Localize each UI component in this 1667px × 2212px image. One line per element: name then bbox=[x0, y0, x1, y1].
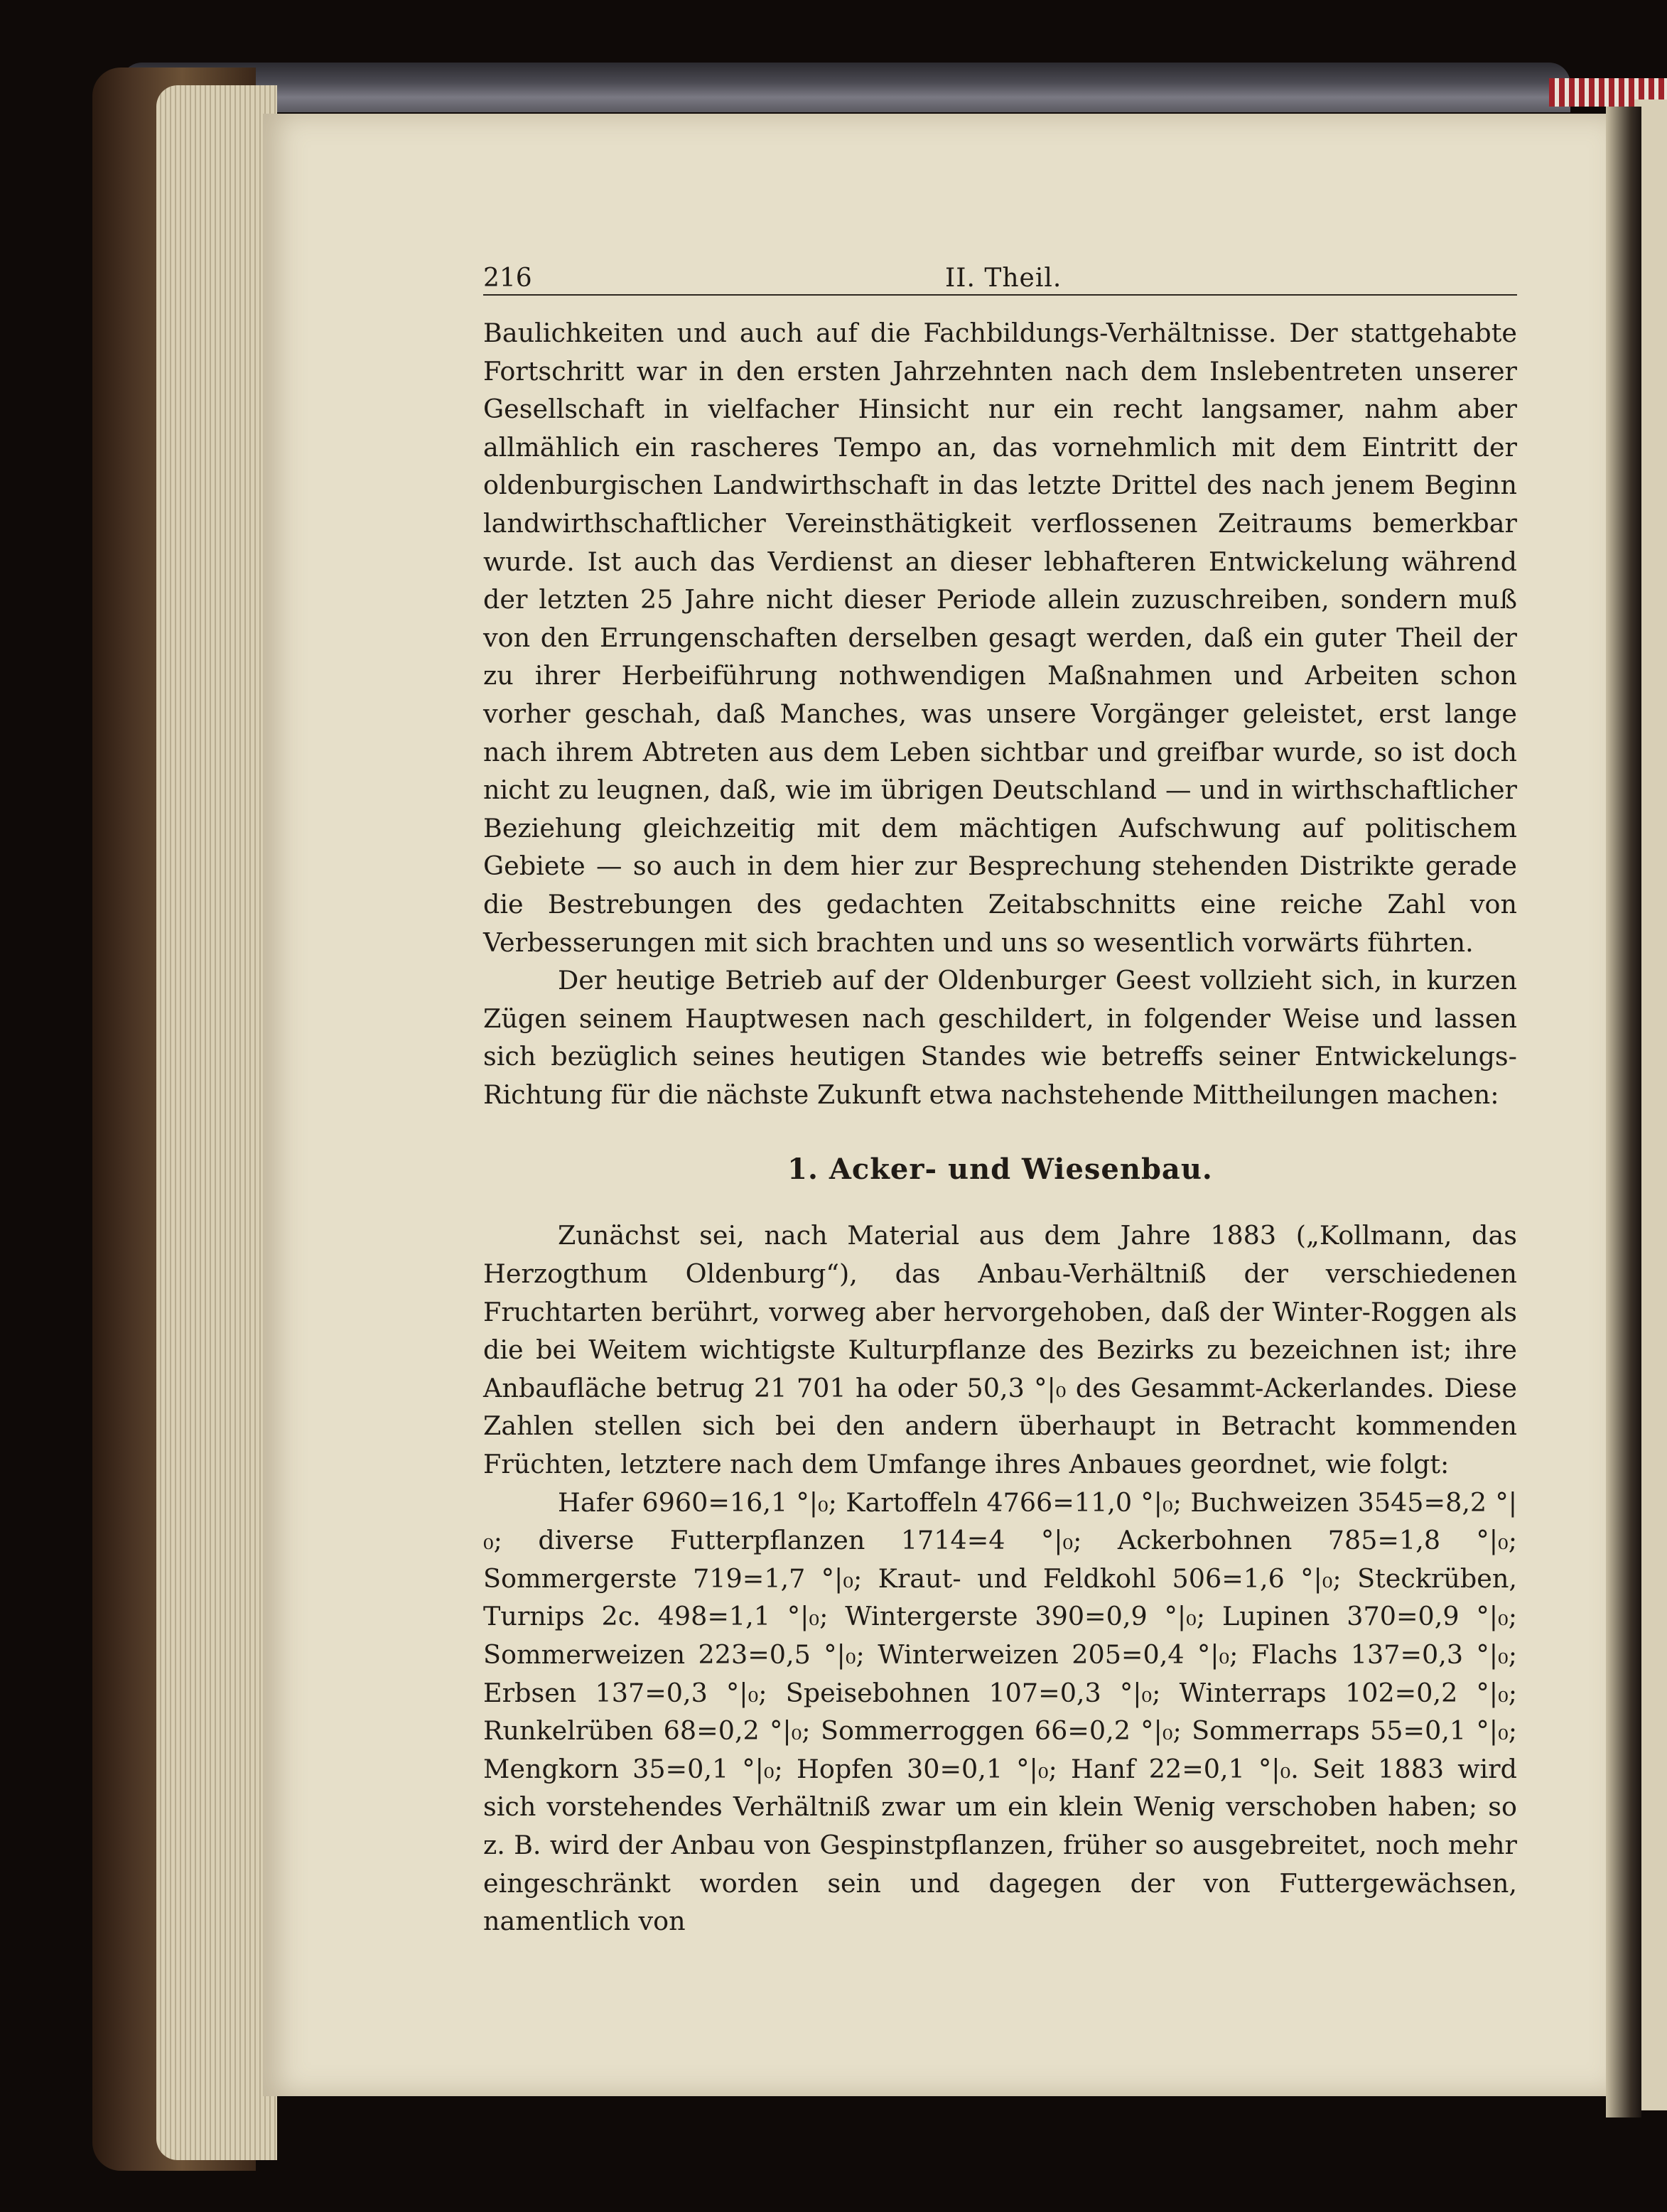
part-title: II. Theil. bbox=[945, 264, 1062, 293]
book-cover-top-edge bbox=[121, 63, 1570, 112]
paragraph-3: Zunächst sei, nach Material aus dem Jahre 1883 („Kollmann, das Herzogthum Oldenburg“), das Anbau-Verhältniß der verschiedenen Fruchtarten berührt, vorweg aber hervorgehoben, daß der Winter-Roggen als die bei Weitem wichtigste Kulturpflanze des Bezirks zu bezeichnen ist; ihre Anbaufläche betrug 21 701 ha oder 50,3 °|₀ des Gesammt-Ackerlandes. Diese Zahlen stellen sich bei den andern überhaupt in Betracht kommenden Früchten, letztere nach dem Umfange ihres Anbaues geordnet, wie folgt: bbox=[483, 1220, 1517, 1480]
page-number: 216 bbox=[483, 264, 532, 293]
paragraph-4: Hafer 6960=16,1 °|₀; Kartoffeln 4766=11,0 °|₀; Buchweizen 3545=8,2 °|₀; diverse Futterpflanzen 1714=4 °|₀; Ackerbohnen 785=1,8 °|₀; Sommergerste 719=1,7 °|₀; Kraut- und Feldkohl 506=1,6 °|₀; Steckrüben, Turnips 2c. 498=1,1 °|₀; Wintergerste 390=0,9 °|₀; Lupinen 370=0,9 °|₀; Sommerweizen 223=0,5 °|₀; Winterweizen 205=0,4 °|₀; Flachs 137=0,3 °|₀; Erbsen 137=0,3 °|₀; Speisebohnen 107=0,3 °|₀; Winterraps 102=0,2 °|₀; Runkelrüben 68=0,2 °|₀; Sommerroggen 66=0,2 °|₀; Sommerraps 55=0,1 °|₀; Mengkorn 35=0,1 °|₀; Hopfen 30=0,1 °|₀; Hanf 22=0,1 °|₀. Seit 1883 wird sich vorstehendes Verhältniß zwar um ein klein Wenig verschoben haben; so z. B. wird der Anbau von Gespinstpflanzen, früher so ausgebreitet, noch mehr eingeschränkt worden sein und dagegen der von Futtergewächsen, namentlich von bbox=[483, 1487, 1517, 1937]
page-stack-edges bbox=[156, 85, 277, 2160]
page-content bbox=[483, 263, 1517, 1941]
book-gutter bbox=[1606, 107, 1641, 2117]
paragraph-2: Der heutige Betrieb auf der Oldenburger Geest vollzieht sich, in kurzen Zügen seinem Hauptwesen nach geschildert, in folgender Weise und lassen sich bezüglich seines heutigen Standes wie betreffs seiner Entwickelungs-Richtung für die nächste Zukunft etwa nachstehende Mittheilungen machen: bbox=[483, 965, 1517, 1110]
section-heading: 1. Acker- und Wiesenbau. bbox=[787, 1153, 1213, 1187]
running-head bbox=[483, 263, 1517, 296]
paragraph-1: Baulichkeiten und auch auf die Fachbildungs-Verhältnisse. Der stattgehabte Fortschritt war in den ersten Jahrzehnten nach dem Inslebentreten unserer Gesellschaft in vielfacher Hinsicht nur ein recht langsamer, nahm aber allmählich ein rascheres Tempo an, das vornehmlich mit dem Eintritt der oldenburgischen Landwirthschaft in das letzte Drittel des nach jenem Beginn landwirthschaftlicher Vereinsthätigkeit verflossenen Zeitraums bemerkbar wurde. Ist auch das Verdienst an dieser lebhafteren Entwickelung während der letzten 25 Jahre nicht dieser Periode allein zuzuschreiben, sondern muß von den Errungenschaften derselben gesagt werden, daß ein guter Theil der zu ihrer Herbeiführung nothwendigen Maßnahmen und Arbeiten schon vorher geschah, daß Manches, was unsere Vorgänger geleistet, erst lange nach ihrem Abtreten aus dem Leben sichtbar und greifbar wurde, so ist doch nicht zu leugnen, daß, wie im übrigen Deutschland — und in wirthschaftlicher Beziehung gleichzeitig mit dem mächtigen Aufschwung auf politischem Gebiete — so auch in dem hier zur Besprechung stehenden Distrikte gerade die Bestrebungen des gedachten Zeitabschnitts eine reiche Zahl von Verbesserungen mit sich brachten und uns so wesentlich vorwärts führten. bbox=[483, 318, 1517, 958]
